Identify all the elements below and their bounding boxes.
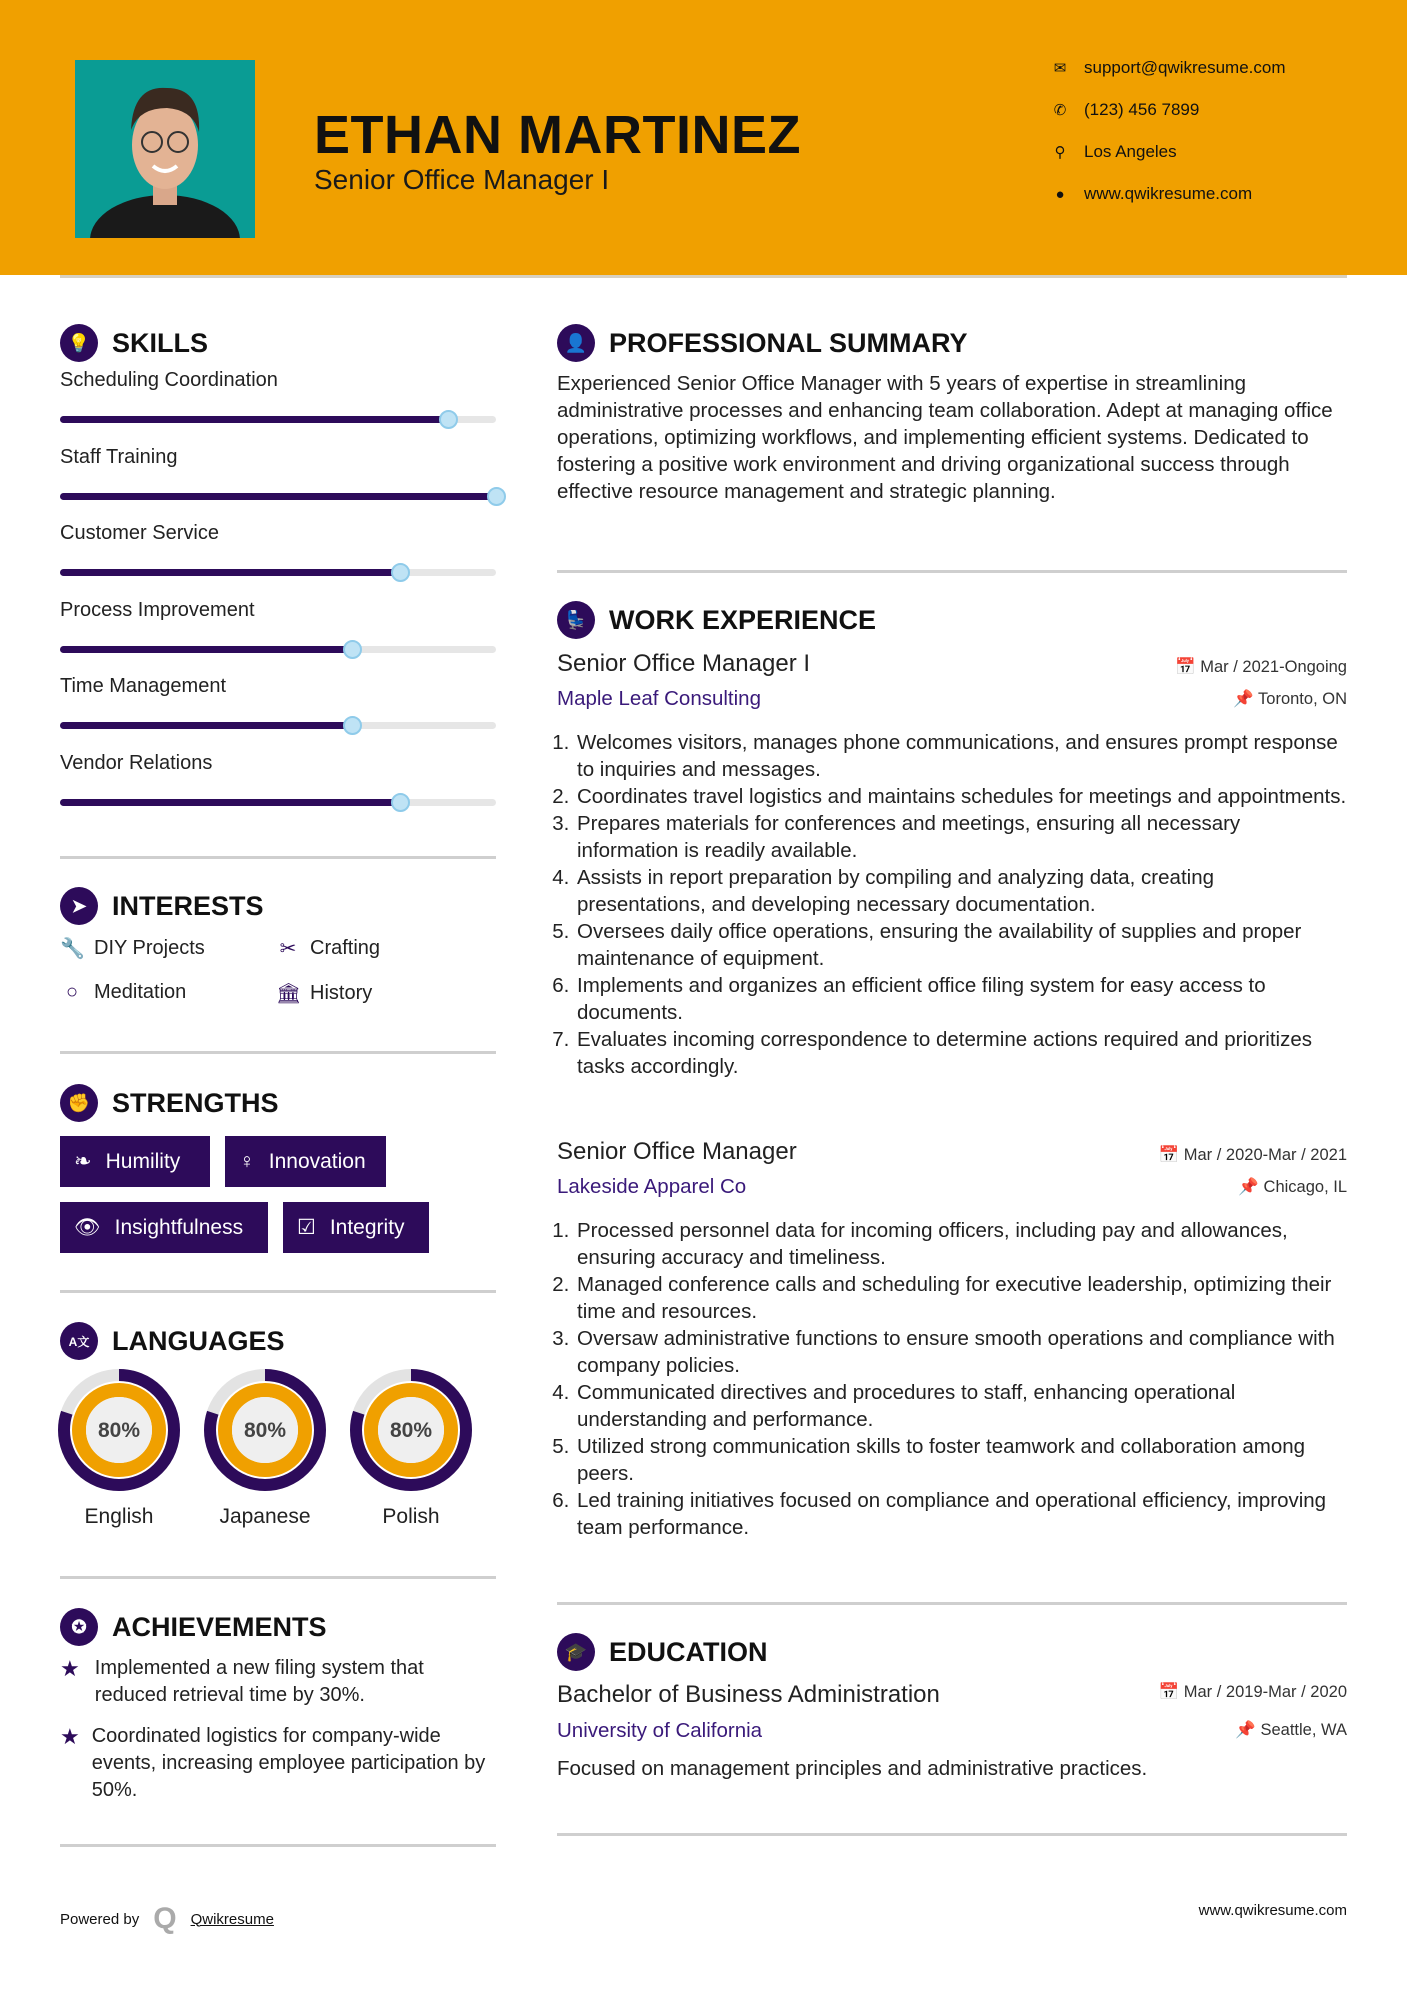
strength-label: Innovation bbox=[268, 1149, 366, 1173]
achievements-heading bbox=[60, 1608, 327, 1646]
interest-item bbox=[276, 936, 380, 961]
job-date bbox=[1175, 658, 1347, 677]
heading-text: PROFESSIONAL SUMMARY bbox=[609, 327, 968, 358]
translate-icon: A文 bbox=[60, 1322, 98, 1360]
language-name: Polish bbox=[382, 1505, 440, 1528]
skill-bar-fill bbox=[60, 493, 496, 500]
divider bbox=[557, 1833, 1347, 1836]
heading-text: SKILLS bbox=[112, 327, 209, 358]
job-bullets bbox=[557, 1217, 1347, 1541]
office-chair-icon: 💺 bbox=[557, 601, 595, 639]
achievement-text: Coordinated logistics for company-wide events, increasing employee participation by 50%. bbox=[91, 1725, 486, 1801]
scissors-icon: ✂ bbox=[279, 938, 297, 960]
job-date bbox=[1159, 1146, 1347, 1165]
location-text: Chicago, IL bbox=[1263, 1178, 1347, 1196]
skill-label: Customer Service bbox=[60, 522, 219, 544]
skill-label: Vendor Relations bbox=[60, 751, 213, 774]
circle-icon: ○ bbox=[65, 981, 79, 1003]
skill-bar-fill bbox=[60, 646, 352, 653]
contact-location bbox=[1050, 142, 1177, 162]
job-bullet: 1. Processed personnel data for incoming officers, including pay and allowances, ensuring accuracy and timeliness. bbox=[575, 1217, 1347, 1271]
website-text: www.qwikresume.com bbox=[1084, 184, 1253, 203]
job-bullet: 4. Assists in report preparation by compiling and analyzing data, creating presentations, and developing necessary documentation. bbox=[575, 864, 1347, 918]
job-bullet: 6. Implements and organizes an efficient office filing system for easy access to documents. bbox=[575, 972, 1347, 1026]
job-title: Senior Office Manager I bbox=[557, 650, 811, 677]
heading-text: WORK EXPERIENCE bbox=[609, 604, 877, 635]
summary-heading bbox=[557, 324, 968, 362]
job-bullet: 5. Oversees daily office operations, ensuring the availability of supplies and proper maintenance of equipment. bbox=[575, 918, 1347, 972]
interest-label: Crafting bbox=[310, 937, 381, 959]
powered-by bbox=[60, 1902, 274, 1936]
education-location bbox=[1235, 1721, 1347, 1740]
degree: Bachelor of Business Administration bbox=[557, 1681, 940, 1708]
skill-bar-knob bbox=[439, 410, 458, 429]
calendar-icon: 📅 bbox=[1158, 1146, 1184, 1164]
star-icon: ★ bbox=[60, 1656, 80, 1681]
strength-label: Insightfulness bbox=[114, 1215, 244, 1239]
achievement-item bbox=[60, 1723, 500, 1804]
heading-text: EDUCATION bbox=[609, 1636, 768, 1667]
candidate-title: Senior Office Manager I bbox=[314, 164, 610, 195]
date-text: Mar / 2019-Mar / 2020 bbox=[1183, 1683, 1347, 1701]
skill-bar-knob bbox=[487, 487, 506, 506]
skill-bar bbox=[60, 416, 496, 423]
powered-by-text: Powered by bbox=[60, 1910, 140, 1928]
job-bullet: 5. Utilized strong communication skills to foster teamwork and collaboration among peers. bbox=[575, 1433, 1347, 1487]
star-badge-icon: ✪ bbox=[60, 1608, 98, 1646]
education-heading bbox=[557, 1633, 768, 1671]
heading-text: STRENGTHS bbox=[112, 1087, 279, 1118]
lightbulb-icon: ♀ bbox=[239, 1149, 255, 1173]
work-heading bbox=[557, 601, 876, 639]
job-bullet: 7. Evaluates incoming correspondence to determine actions required and prioritizes tasks accordingly. bbox=[575, 1026, 1347, 1080]
strengths-heading bbox=[60, 1084, 279, 1122]
interest-item bbox=[276, 981, 372, 1006]
qwikresume-logo-icon: Q bbox=[153, 1902, 177, 1935]
skill-bar bbox=[60, 569, 496, 576]
skill-bar-knob bbox=[343, 716, 362, 735]
contact-phone[interactable] bbox=[1050, 100, 1199, 120]
checkbox-icon: ☑ bbox=[297, 1216, 316, 1239]
strength-chip bbox=[225, 1136, 386, 1187]
language-name: English bbox=[84, 1505, 154, 1528]
heading-text: INTERESTS bbox=[112, 890, 264, 921]
job-bullet: 3. Oversaw administrative functions to ensure smooth operations and compliance with company policies. bbox=[575, 1325, 1347, 1379]
phone-icon: ✆ bbox=[1053, 102, 1067, 119]
skill-bar bbox=[60, 799, 496, 806]
skill-label: Process Improvement bbox=[60, 598, 255, 621]
strength-chip bbox=[60, 1136, 210, 1187]
star-icon: ★ bbox=[60, 1724, 80, 1749]
pin-icon: 📌 bbox=[1233, 690, 1259, 708]
skill-bar bbox=[60, 646, 496, 653]
skill-bar bbox=[60, 493, 496, 500]
location-text: Seattle, WA bbox=[1260, 1721, 1347, 1739]
skill-bar-fill bbox=[60, 416, 448, 423]
strength-chip bbox=[283, 1202, 429, 1253]
summary-text: Experienced Senior Office Manager with 5 years of expertise in streamlining administrative processes and enhancing team collaboration. Adept at managing office operations, optimizing workflows, and implementing efficient systems. Dedicated to fostering a positive work environment and driving organizational success through effective resource management and strategic planning. bbox=[557, 372, 1333, 503]
strength-label: Humility bbox=[105, 1149, 181, 1173]
email-text: support@qwikresume.com bbox=[1084, 58, 1286, 77]
globe-icon: ● bbox=[1055, 185, 1065, 203]
interests-heading bbox=[60, 887, 264, 925]
heading-text: ACHIEVEMENTS bbox=[112, 1611, 327, 1642]
strength-label: Integrity bbox=[329, 1215, 405, 1239]
eye-icon: 👁 bbox=[74, 1215, 101, 1239]
language-donut bbox=[349, 1368, 473, 1497]
location-text: Toronto, ON bbox=[1258, 690, 1347, 708]
interest-label: History bbox=[310, 982, 373, 1004]
lightbulb-icon: 💡 bbox=[60, 324, 98, 362]
interest-item bbox=[60, 981, 186, 1004]
candidate-name: ETHAN MARTINEZ bbox=[314, 105, 801, 165]
job-bullet: 4. Communicated directives and procedures to staff, enhancing operational understanding and performance. bbox=[575, 1379, 1347, 1433]
pin-icon: 📌 bbox=[1235, 1721, 1261, 1739]
divider bbox=[60, 1576, 496, 1579]
skills-heading bbox=[60, 324, 208, 362]
achievement-text: Implemented a new filing system that reduced retrieval time by 30%. bbox=[94, 1657, 424, 1706]
skill-bar-fill bbox=[60, 799, 400, 806]
job-bullet: 2. Managed conference calls and scheduling for executive leadership, optimizing their time and resources. bbox=[575, 1271, 1347, 1325]
job-bullet: 3. Prepares materials for conferences and meetings, ensuring all necessary information is readily available. bbox=[575, 810, 1347, 864]
language-percent: 80% bbox=[97, 1419, 141, 1442]
profile-photo bbox=[75, 60, 255, 238]
job-bullets bbox=[557, 729, 1347, 1080]
education-date bbox=[1159, 1683, 1347, 1702]
divider bbox=[557, 1602, 1347, 1605]
interest-label: Meditation bbox=[94, 981, 187, 1003]
achievement-item bbox=[60, 1655, 500, 1709]
education-description: Focused on management principles and administrative practices. bbox=[557, 1757, 1148, 1780]
map-pin-icon: ⚲ bbox=[1054, 144, 1066, 161]
skill-bar-fill bbox=[60, 722, 352, 729]
language-percent: 80% bbox=[389, 1419, 433, 1442]
language-percent: 80% bbox=[243, 1419, 287, 1442]
leaf-icon: ❧ bbox=[74, 1150, 92, 1173]
company-name: Maple Leaf Consulting bbox=[557, 687, 761, 710]
location-text: Los Angeles bbox=[1084, 142, 1177, 161]
calendar-icon: 📅 bbox=[1158, 1683, 1184, 1701]
school: University of California bbox=[557, 1719, 763, 1742]
divider bbox=[60, 1051, 496, 1054]
interest-item bbox=[60, 936, 205, 961]
skill-bar bbox=[60, 722, 496, 729]
pin-icon: 📌 bbox=[1238, 1178, 1264, 1196]
divider bbox=[60, 1290, 496, 1293]
skill-label: Time Management bbox=[60, 675, 226, 697]
languages-heading bbox=[60, 1322, 285, 1360]
job-location bbox=[1238, 1178, 1347, 1197]
divider bbox=[60, 856, 496, 859]
wrench-icon: 🔧 bbox=[60, 938, 85, 960]
language-donut bbox=[57, 1368, 181, 1497]
language-donut bbox=[203, 1368, 327, 1497]
paper-plane-icon: ➤ bbox=[60, 887, 98, 925]
graduate-icon: 🎓 bbox=[557, 1633, 595, 1671]
user-icon: 👤 bbox=[557, 324, 595, 362]
skill-bar-knob bbox=[391, 793, 410, 812]
skill-label: Scheduling Coordination bbox=[60, 369, 278, 391]
skill-label: Staff Training bbox=[60, 445, 178, 468]
heading-text: LANGUAGES bbox=[112, 1325, 285, 1356]
job-bullet: 2. Coordinates travel logistics and maintains schedules for meetings and appointments. bbox=[575, 783, 1347, 810]
contact-email[interactable] bbox=[1050, 58, 1286, 78]
skill-bar-knob bbox=[343, 640, 362, 659]
calendar-icon: 📅 bbox=[1175, 658, 1201, 676]
museum-icon: 🏛 bbox=[276, 983, 302, 1005]
skill-bar-fill bbox=[60, 569, 400, 576]
job-location bbox=[1233, 690, 1347, 709]
brand-link[interactable]: Qwikresume bbox=[190, 1910, 274, 1928]
footer-website[interactable]: www.qwikresume.com bbox=[1198, 1902, 1347, 1919]
skill-bar-knob bbox=[391, 563, 410, 582]
divider bbox=[557, 570, 1347, 573]
divider bbox=[60, 1844, 496, 1847]
interest-label: DIY Projects bbox=[94, 937, 205, 959]
company-name: Lakeside Apparel Co bbox=[557, 1175, 747, 1198]
contact-website[interactable] bbox=[1050, 184, 1252, 204]
job-bullet: 1. Welcomes visitors, manages phone communications, and ensures prompt response to inquiries and messages. bbox=[575, 729, 1347, 783]
date-text: Mar / 2021-Ongoing bbox=[1200, 658, 1347, 676]
phone-text: (123) 456 7899 bbox=[1084, 100, 1200, 119]
job-bullet: 6. Led training initiatives focused on compliance and operational efficiency, improving team performance. bbox=[575, 1487, 1347, 1541]
job-title: Senior Office Manager bbox=[557, 1138, 797, 1165]
language-name: Japanese bbox=[219, 1505, 311, 1528]
divider bbox=[60, 275, 1347, 278]
fist-icon: ✊ bbox=[60, 1084, 98, 1122]
date-text: Mar / 2020-Mar / 2021 bbox=[1183, 1146, 1347, 1164]
strength-chip bbox=[60, 1202, 268, 1253]
envelope-icon: ✉ bbox=[1053, 60, 1067, 77]
